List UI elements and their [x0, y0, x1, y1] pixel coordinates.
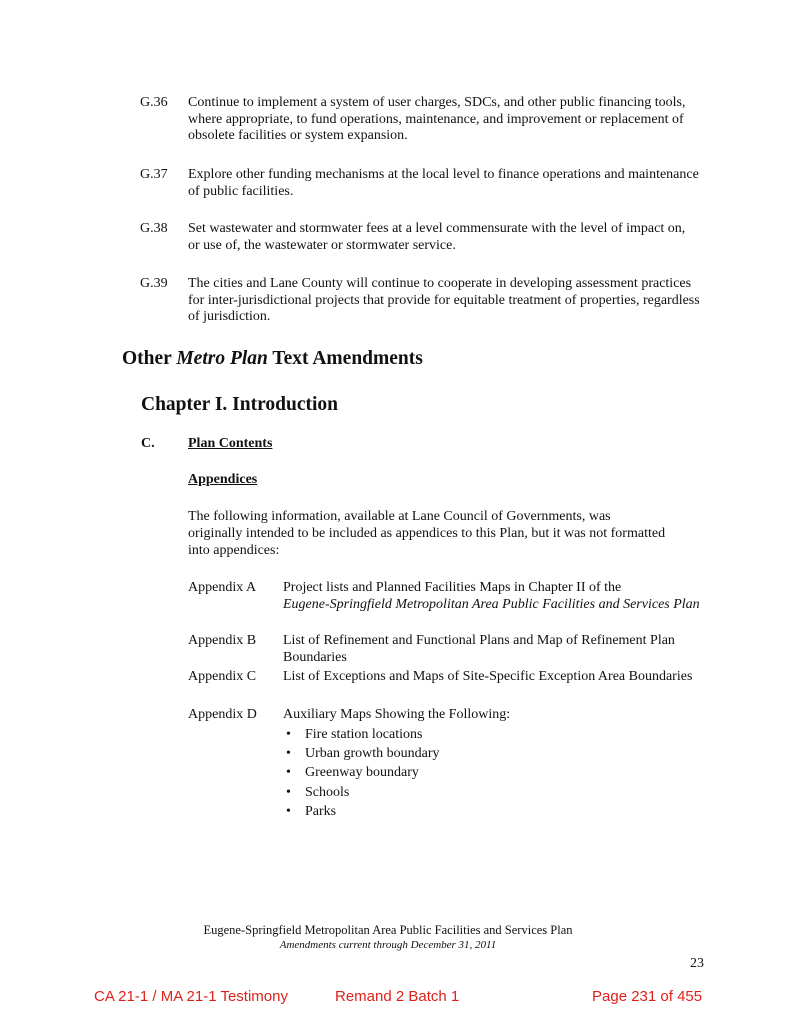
- policy-g38: [140, 221, 700, 254]
- policy-g37: [140, 167, 700, 200]
- appendix-description: [283, 579, 708, 614]
- appendix-label: Appendix B: [188, 633, 257, 648]
- appendix-label: Appendix D: [188, 707, 257, 722]
- policy-text: Set wastewater and stormwater fees at a level commensurate with the level of impact on, or use of, the wastewater or stormwater service.: [188, 221, 686, 253]
- policy-number: G.38: [140, 221, 168, 236]
- appendix-label: Appendix C: [188, 669, 257, 684]
- appendix-c: [188, 668, 708, 685]
- policy-number: G.39: [140, 276, 168, 291]
- section-title: Plan Contents: [188, 436, 273, 451]
- policy-text: Continue to implement a system of user charges, SDCs, and other public financing tools, where appropriate, to fund operations, maintenance, and improvement or replacement of obsolete facilities or system expansion.: [188, 95, 686, 143]
- stamp-batch: Remand 2 Batch 1: [335, 988, 460, 1005]
- list-item: • Schools: [283, 783, 440, 802]
- heading-prefix: Other: [122, 348, 177, 369]
- body-paragraph: The following information, available at Lane Council of Governments, was originally intended to be included as appendices to this Plan, but it was not formatted into appendices:: [188, 509, 666, 558]
- section-heading: [122, 348, 423, 370]
- footer-subtitle: Amendments current through December 31, 2011: [279, 939, 497, 951]
- map-list: [283, 725, 440, 821]
- policy-text: The cities and Lane County will continue to cooperate in developing assessment practices for inter-jurisdictional projects that provide for equitable treatment of properties, regardless of jurisdiction.: [188, 276, 700, 324]
- appendix-d: [188, 706, 708, 723]
- heading-suffix: Text Amendments: [267, 348, 423, 369]
- stamp-page-count: Page 231 of 455: [592, 988, 703, 1005]
- appendix-italic-title: Eugene-Springfield Metropolitan Area Public Facilities and Services Plan: [283, 597, 700, 613]
- stamp-testimony: CA 21-1 / MA 21-1 Testimony: [94, 988, 288, 1005]
- page-number: 23: [690, 956, 704, 971]
- heading-italic: Metro Plan: [176, 348, 268, 369]
- appendix-description: List of Refinement and Functional Plans and Map of Refinement Plan Boundaries: [283, 633, 675, 666]
- appendix-a: [188, 579, 708, 614]
- appendix-label: Appendix A: [188, 580, 257, 595]
- policy-g36: [140, 95, 700, 145]
- appendix-description: List of Exceptions and Maps of Site-Specific Exception Area Boundaries: [283, 669, 693, 684]
- policy-g39: [140, 276, 700, 326]
- policy-text: Explore other funding mechanisms at the local level to finance operations and maintenance of public facilities.: [188, 167, 699, 199]
- appendix-description: Auxiliary Maps Showing the Following:: [283, 707, 511, 722]
- footer-title: Eugene-Springfield Metropolitan Area Public Facilities and Services Plan: [203, 923, 573, 937]
- policy-number: G.36: [140, 95, 168, 110]
- subheading: Appendices: [188, 472, 258, 487]
- chapter-heading: Chapter I. Introduction: [141, 394, 339, 415]
- list-item: • Urban growth boundary: [283, 744, 440, 763]
- list-item: • Fire station locations: [283, 725, 440, 744]
- list-item: • Parks: [283, 802, 440, 821]
- section-letter: C.: [141, 436, 155, 451]
- appendix-b: [188, 632, 708, 667]
- appendix-text: Project lists and Planned Facilities Maps in Chapter II of the: [283, 580, 622, 595]
- policy-number: G.37: [140, 167, 168, 182]
- list-item: • Greenway boundary: [283, 763, 440, 782]
